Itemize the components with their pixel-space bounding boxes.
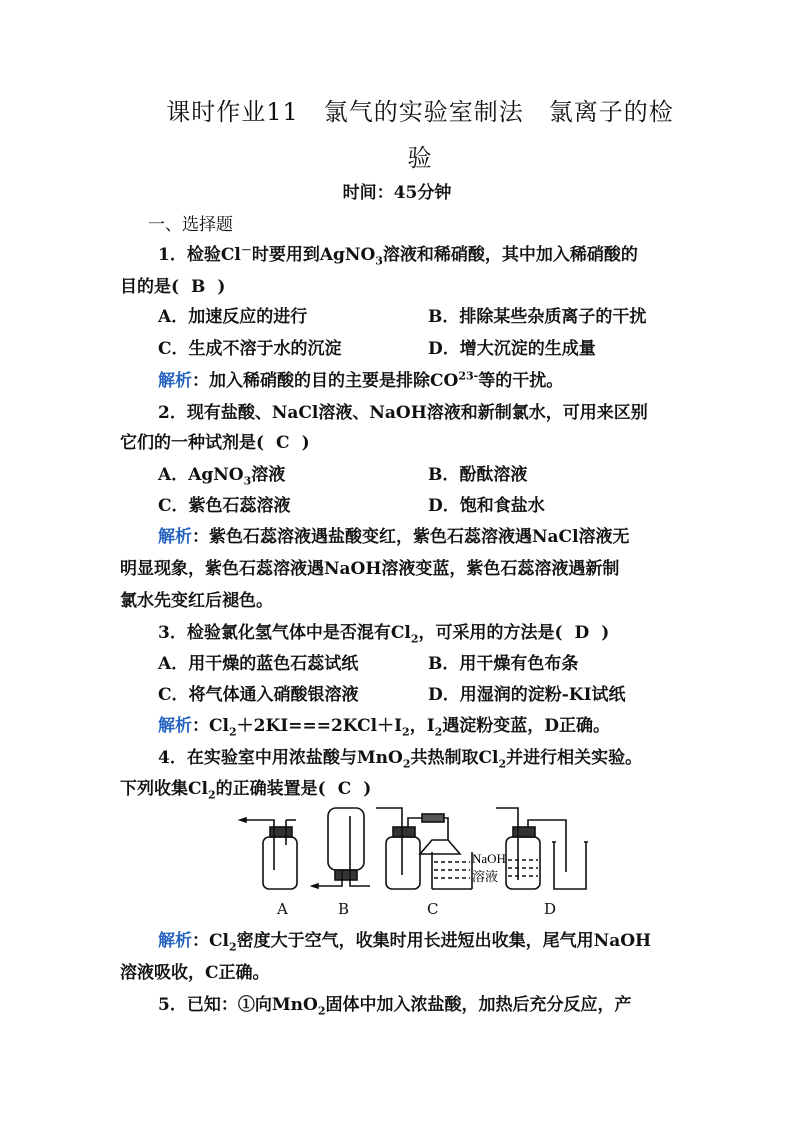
- q3-explanation: 解析：$Cl_2+2KI===2KCl+I_2$，$I_2$遇淀粉变蓝，D正确。: [158, 716, 611, 739]
- q2-explanation-line1: 解析：紫色石蕊溶液遇盐酸变红，紫色石蕊溶液遇NaCl溶液无: [158, 527, 630, 547]
- q5-stem: 5．已知：①向MnO$_2$固体中加入浓盐酸，加热后充分反应，产: [158, 995, 632, 1018]
- apparatus-c: [376, 808, 472, 889]
- apparatus-d: [496, 808, 588, 889]
- q1-answer: B: [191, 277, 206, 297]
- apparatus-a: [240, 818, 297, 889]
- q3-option-b: B．用干燥有色布条: [428, 654, 579, 674]
- q2-option-d: D．饱和食盐水: [428, 496, 545, 516]
- q4-answer: C: [337, 779, 352, 799]
- page-title: 课时作业11 氯气的实验室制法 氯离子的检: [166, 98, 674, 126]
- gas-collection-apparatus-figure: [236, 800, 596, 900]
- q2-option-c: C．紫色石蕊溶液: [158, 496, 291, 516]
- q1-stem-line1: 1．检验Cl－时要用到AgNO$_3$溶液和稀硝酸，其中加入稀硝酸的: [158, 243, 638, 268]
- q1-option-a: A．加速反应的进行: [158, 307, 308, 327]
- q4-stem-line2: 下列收集$Cl_2$的正确装置是( C ): [120, 779, 372, 802]
- page-title-continued: 验: [407, 144, 433, 172]
- q3-stem: 3．检验氯化氢气体中是否混有$Cl_2$，可采用的方法是( D ): [158, 623, 610, 646]
- apparatus-b: [312, 808, 370, 888]
- q4-stem-line1: 4．在实验室中用浓盐酸与MnO$_2$共热制取$Cl_2$并进行相关实验。: [158, 748, 643, 771]
- q2-stem-line2: 它们的一种试剂是( C ): [120, 433, 310, 453]
- q1-option-b: B．排除某些杂质离子的干扰: [428, 307, 647, 327]
- q1-explanation: 解析：加入稀硝酸的目的主要是排除$CO^{23-}$等的干扰。: [158, 369, 564, 391]
- figure-label-d: D: [544, 900, 557, 918]
- figure-label-b: B: [338, 900, 350, 918]
- q2-answer: C: [276, 433, 290, 453]
- q2-option-a: A．AgNO$_3$溶液: [158, 465, 286, 488]
- q2-explanation-line2: 明显现象，紫色石蕊溶液遇NaOH溶液变蓝，紫色石蕊溶液遇新制: [120, 559, 620, 579]
- q3-answer: D: [574, 623, 590, 643]
- q2-stem-line1: 2．现有盐酸、NaCl溶液、NaOH溶液和新制氯水，可用来区别: [158, 403, 648, 423]
- time-limit: 时间：45分钟: [342, 183, 452, 203]
- q3-option-d: D．用湿润的淀粉-KI试纸: [428, 685, 626, 705]
- q2-explanation-line3: 氯水先变红后褪色。: [120, 591, 273, 611]
- q3-option-c: C．将气体通入硝酸银溶液: [158, 685, 359, 705]
- figure-label-c: C: [427, 900, 439, 918]
- figure-label-a: A: [277, 900, 288, 918]
- q4-explanation-line1: 解析：$Cl_2$密度大于空气，收集时用长进短出收集，尾气用NaOH: [158, 931, 652, 954]
- naoh-solution-label-2: 溶液: [472, 869, 499, 884]
- q1-stem-line2: 目的是( B ): [120, 277, 226, 297]
- q3-option-a: A．用干燥的蓝色石蕊试纸: [158, 654, 359, 674]
- q1-option-d: D．增大沉淀的生成量: [428, 339, 596, 359]
- naoh-solution-label: NaOH: [472, 851, 506, 866]
- q4-explanation-line2: 溶液吸收，C正确。: [120, 963, 270, 983]
- section-heading: 一、选择题: [148, 215, 233, 235]
- q2-option-b: B．酚酞溶液: [428, 465, 528, 485]
- q1-option-c: C．生成不溶于水的沉淀: [158, 339, 342, 359]
